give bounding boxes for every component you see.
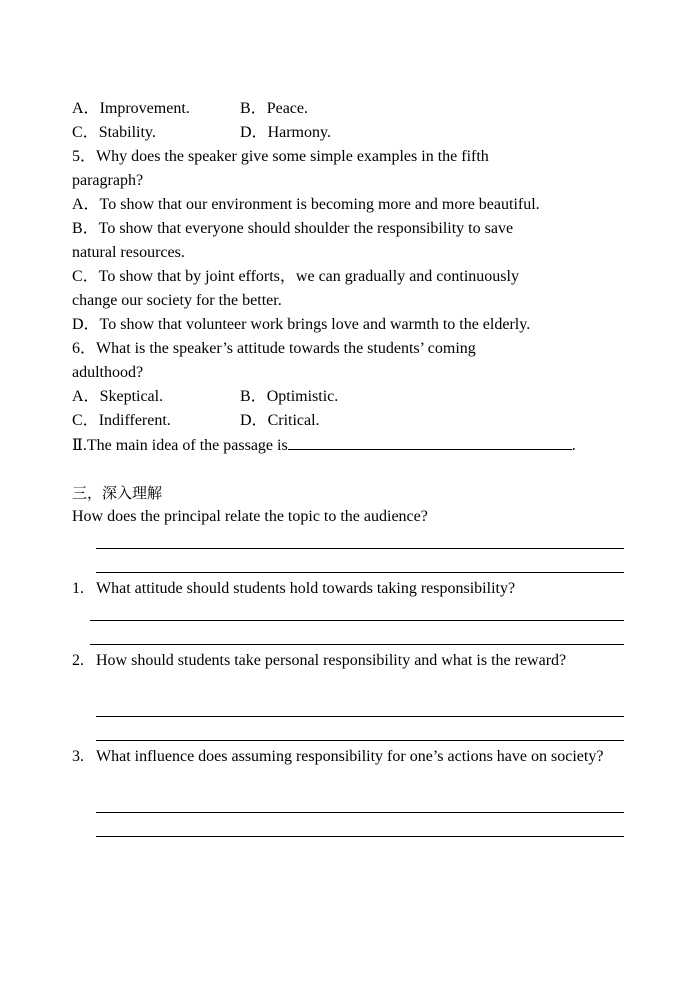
question-text: What influence does assuming responsibility for one’s actions have on society? <box>96 748 604 765</box>
option-letter: C． <box>72 124 99 141</box>
q6-option-a <box>72 385 163 409</box>
option-letter: A． <box>72 388 100 405</box>
main-idea-line <box>72 433 576 457</box>
answer-line[interactable] <box>96 548 624 549</box>
answer-line[interactable] <box>96 836 624 837</box>
option-text: Stability. <box>98 124 156 141</box>
option-text: Skeptical. <box>99 388 164 405</box>
option-text: Improvement. <box>99 100 190 117</box>
option-letter: C． <box>72 412 99 429</box>
q6-stem-line1: 6．What is the speaker’s attitude towards the students’ coming <box>72 340 476 357</box>
option-text: Harmony. <box>267 124 331 141</box>
option-letter: D． <box>240 124 268 141</box>
q6-option-d <box>240 409 320 433</box>
section-intro-question: How does the principal relate the topic to the audience? <box>72 508 428 525</box>
main-idea-period: . <box>571 437 576 454</box>
q5-option-b-line2: natural resources. <box>72 244 185 261</box>
answer-line[interactable] <box>96 716 624 717</box>
q5-option-b-line1: B．To show that everyone should shoulder the responsibility to save <box>72 220 514 237</box>
option-letter: B． <box>240 388 267 405</box>
q5-option-c-line1: C．To show that by joint efforts，we can gradually and continuously <box>72 268 519 285</box>
answer-line[interactable] <box>96 740 624 741</box>
question-text: How should students take personal responsibility and what is the reward? <box>96 652 567 669</box>
option-letter: A． <box>72 100 100 117</box>
option-text: Optimistic. <box>266 388 339 405</box>
question-text: What attitude should students hold towards taking responsibility? <box>96 580 516 597</box>
q5-option-d: D．To show that volunteer work brings love and warmth to the elderly. <box>72 316 531 333</box>
option-text: Indifferent. <box>98 412 171 429</box>
q4-option-d <box>240 121 331 145</box>
main-idea-prompt: Ⅱ.The main idea of the passage is <box>72 437 288 454</box>
answer-line[interactable] <box>96 812 624 813</box>
question-number: 3. <box>72 748 84 765</box>
main-idea-blank[interactable] <box>288 433 572 450</box>
question-number: 1. <box>72 580 84 597</box>
option-letter: D． <box>240 412 268 429</box>
answer-line[interactable] <box>90 644 624 645</box>
option-text: Peace. <box>266 100 308 117</box>
option-text: Critical. <box>267 412 320 429</box>
question-number: 2. <box>72 652 84 669</box>
q5-stem-line2: paragraph? <box>72 172 144 189</box>
q6-stem-line2: adulthood? <box>72 364 144 381</box>
q4-option-c <box>72 121 156 145</box>
q6-option-c <box>72 409 171 433</box>
answer-line[interactable] <box>90 620 624 621</box>
q5-stem-line1: 5．Why does the speaker give some simple examples in the fifth <box>72 148 489 165</box>
section-heading: 三，深入理解 <box>72 484 163 502</box>
answer-line[interactable] <box>96 572 624 573</box>
q5-option-c-line2: change our society for the better. <box>72 292 282 309</box>
option-letter: B． <box>240 100 267 117</box>
q5-option-a: A．To show that our environment is becoming more and more beautiful. <box>72 196 540 213</box>
q6-option-b <box>240 385 338 409</box>
q4-option-b <box>240 97 308 121</box>
q4-option-a <box>72 97 190 121</box>
